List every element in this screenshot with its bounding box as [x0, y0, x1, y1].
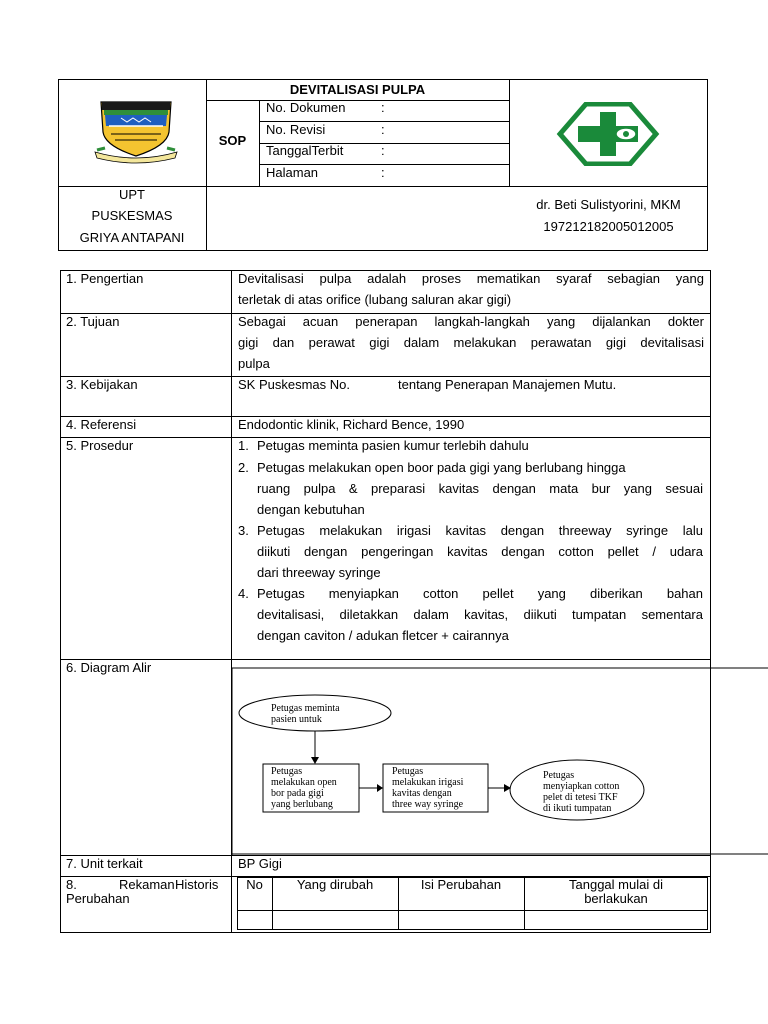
divider: [206, 79, 207, 251]
pengertian-line-2: terletak di atas orifice (lubang saluran akar gigi): [238, 292, 512, 307]
flow-node-text: Petugas: [392, 766, 424, 777]
flow-node-start-text-1: Petugas meminta: [271, 703, 340, 714]
flow-node-start-text-2: pasien untuk: [271, 714, 322, 725]
label-prosedur: 5. Prosedur: [66, 438, 134, 453]
field-label-no-dokumen: No. Dokumen: [266, 100, 346, 115]
org-line-3: GRIYA ANTAPANI: [79, 230, 185, 245]
history-col-isi-perubahan: Isi Perubahan: [420, 877, 502, 892]
step-line: dari threeway syringe: [257, 565, 381, 580]
label-unit-terkait: 7. Unit terkait: [66, 856, 143, 871]
flow-node-text: Petugas: [543, 770, 575, 781]
step-line: devitalisasi, diletakkan dalam kavitas, diikuti tumpatan sementara: [257, 607, 703, 622]
history-col-tanggal-2: berlakukan: [584, 891, 648, 906]
tujuan-line-3: pulpa: [238, 356, 270, 371]
label-pengertian: 1. Pengertian: [66, 271, 144, 286]
step-number: 1.: [238, 438, 249, 453]
flow-node-text: Petugas: [271, 766, 303, 777]
tujuan-line-2: gigi dan perawat gigi dalam melakukan perawatan gigi devitalisasi: [238, 335, 704, 350]
sop-label: SOP: [218, 133, 247, 148]
org-line-1: UPT: [119, 187, 145, 202]
flow-node-text: kavitas dengan: [392, 788, 452, 799]
step-line: dengan kebutuhan: [257, 502, 365, 517]
step-number: 4.: [238, 586, 249, 601]
step-number: 3.: [238, 523, 249, 538]
field-sep: :: [381, 122, 385, 137]
signer-name: dr. Beti Sulistyorini, MKM: [536, 197, 681, 212]
label-tujuan: 2. Tujuan: [66, 314, 120, 329]
step-line: ruang pulpa & preparasi kavitas dengan mata bur yang sesuai: [257, 481, 703, 496]
field-sep: :: [381, 165, 385, 180]
label-kebijakan: 3. Kebijakan: [66, 377, 138, 392]
flow-node-text: melakukan open: [271, 777, 337, 788]
kebijakan-text-a: SK Puskesmas No.: [238, 377, 350, 392]
step-line: dengan caviton / adukan fletcer + cairannya: [257, 628, 509, 643]
step-number: 2.: [238, 460, 249, 475]
field-label-tanggal-terbit: TanggalTerbit: [266, 143, 344, 158]
field-sep: :: [381, 143, 385, 158]
history-row-divider: [237, 910, 708, 911]
label-rekaman-word: Perubahan: [66, 891, 130, 906]
label-rekaman-word: Rekaman: [119, 877, 175, 892]
document-title: DEVITALISASI PULPA: [289, 82, 426, 97]
history-col-tanggal-1: Tanggal mulai di: [569, 877, 663, 892]
city-emblem-logo: [91, 98, 181, 166]
unit-text: BP Gigi: [238, 856, 282, 871]
step-line: Petugas menyiapkan cotton pellet yang diberikan bahan: [257, 586, 703, 601]
kebijakan-text-b: tentang Penerapan Manajemen Mutu.: [398, 377, 617, 392]
label-rekaman-word: Historis: [175, 877, 219, 892]
divider: [509, 79, 510, 187]
org-line-2: PUSKESMAS: [91, 208, 173, 223]
flow-diagram: [230, 667, 768, 857]
flow-node-text: yang berlubang: [271, 799, 333, 810]
flow-node-text: menyiapkan cotton: [543, 781, 620, 792]
referensi-text: Endodontic klinik, Richard Bence, 1990: [238, 417, 465, 432]
step-line: Petugas melakukan open boor pada gigi yang berlubang hingga: [257, 460, 626, 475]
signer-nip: 197212182005012005: [543, 219, 674, 234]
pengertian-line-1: Devitalisasi pulpa adalah proses mematikan syaraf sebagian yang: [238, 271, 704, 286]
field-sep: :: [381, 100, 385, 115]
divider: [259, 101, 260, 187]
label-referensi: 4. Referensi: [66, 417, 137, 432]
label-diagram-alir: 6. Diagram Alir: [66, 660, 152, 675]
flow-node-text: three way syringe: [392, 799, 464, 810]
puskesmas-logo: [556, 102, 660, 166]
step-line: Petugas meminta pasien kumur terlebih dahulu: [257, 438, 529, 453]
history-col-no: No: [246, 877, 263, 892]
divider: [206, 100, 509, 101]
flow-node-text: pelet di tetesi TKF: [543, 792, 618, 803]
field-label-halaman: Halaman: [266, 165, 319, 180]
flow-node-text: melakukan irigasi: [392, 777, 464, 788]
step-line: diikuti dengan pengeringan kavitas dengan cotton pellet / udara: [257, 544, 703, 559]
history-col-yang-dirubah: Yang dirubah: [296, 877, 374, 892]
field-label-no-revisi: No. Revisi: [266, 122, 326, 137]
flow-node-text: di ikuti tumpatan: [543, 803, 612, 814]
step-line: Petugas melakukan irigasi kavitas dengan threeway syringe lalu: [257, 523, 703, 538]
tujuan-line-1: Sebagai acuan penerapan langkah-langkah yang dijalankan dokter: [238, 314, 704, 329]
flow-node-text: bor pada gigi: [271, 788, 324, 799]
label-rekaman-num: 8.: [66, 877, 77, 892]
row-divider: [60, 659, 711, 660]
